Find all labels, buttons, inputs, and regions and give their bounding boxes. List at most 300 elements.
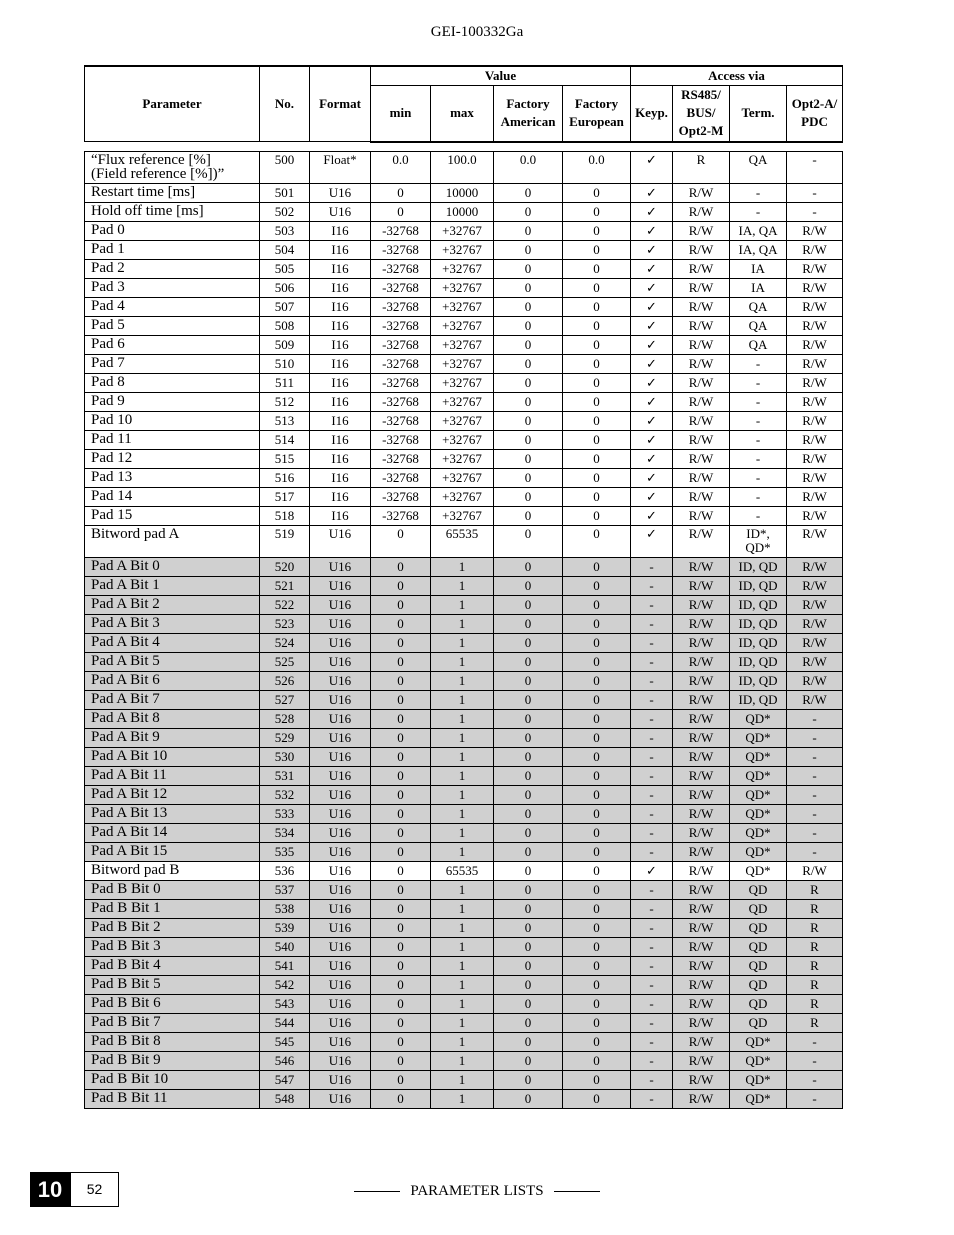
param-format-cell: U16	[310, 557, 371, 576]
param-name-cell: Pad 6	[85, 335, 260, 354]
param-keypad-cell: -	[631, 899, 673, 918]
param-format-cell: I16	[310, 430, 371, 449]
param-format-cell: U16	[310, 652, 371, 671]
param-keypad-cell: -	[631, 747, 673, 766]
header-value: Value	[371, 66, 631, 86]
param-factory-european-cell: 0	[563, 487, 631, 506]
param-factory-european-cell: 0	[563, 1051, 631, 1070]
param-name-cell: Pad 14	[85, 487, 260, 506]
param-name-cell: Pad A Bit 1	[85, 576, 260, 595]
param-terminal-cell: -	[730, 468, 787, 487]
param-rs485-cell: R/W	[673, 316, 730, 335]
param-format-cell: U16	[310, 614, 371, 633]
param-max-cell: 1	[431, 728, 494, 747]
param-min-cell: -32768	[371, 468, 431, 487]
param-format-cell: Float*	[310, 151, 371, 183]
param-opt2a-cell: R/W	[787, 430, 843, 449]
param-terminal-cell: -	[730, 392, 787, 411]
param-format-cell: I16	[310, 335, 371, 354]
footer-rule-right	[554, 1191, 600, 1192]
param-factory-european-cell: 0	[563, 956, 631, 975]
param-factory-european-cell: 0	[563, 633, 631, 652]
param-format-cell: U16	[310, 766, 371, 785]
param-factory-european-cell: 0	[563, 1089, 631, 1108]
param-factory-american-cell: 0	[494, 823, 563, 842]
param-format-cell: U16	[310, 576, 371, 595]
param-max-cell: 10000	[431, 202, 494, 221]
document-id: GEI-100332Ga	[430, 24, 524, 40]
param-factory-european-cell: 0	[563, 785, 631, 804]
param-terminal-cell: -	[730, 430, 787, 449]
param-terminal-cell: QA	[730, 335, 787, 354]
param-name-line: (Field reference [%])”	[91, 165, 225, 182]
param-factory-american-cell: 0	[494, 392, 563, 411]
param-format-cell: I16	[310, 506, 371, 525]
param-factory-american-cell: 0	[494, 240, 563, 259]
header-opt2a-line2: PDC	[801, 114, 828, 130]
param-max-cell: +32767	[431, 278, 494, 297]
param-opt2a-cell: R/W	[787, 278, 843, 297]
param-terminal-cell: QD*	[730, 842, 787, 861]
param-no-cell: 541	[260, 956, 310, 975]
param-max-cell: +32767	[431, 487, 494, 506]
param-format-cell: U16	[310, 975, 371, 994]
param-factory-american-cell: 0	[494, 1013, 563, 1032]
param-min-cell: 0	[371, 1070, 431, 1089]
param-max-cell: 1	[431, 804, 494, 823]
param-no-cell: 539	[260, 918, 310, 937]
param-name-cell: Pad 9	[85, 392, 260, 411]
param-name-cell: Pad 5	[85, 316, 260, 335]
param-opt2a-cell: R/W	[787, 614, 843, 633]
param-factory-american-cell: 0	[494, 652, 563, 671]
param-max-cell: 1	[431, 576, 494, 595]
param-format-cell: I16	[310, 278, 371, 297]
param-name-cell: Pad B Bit 0	[85, 880, 260, 899]
param-name-cell: Pad 4	[85, 297, 260, 316]
param-opt2a-cell: -	[787, 202, 843, 221]
param-factory-american-cell: 0	[494, 557, 563, 576]
param-no-cell: 529	[260, 728, 310, 747]
parameter-table	[84, 65, 843, 1109]
param-min-cell: -32768	[371, 506, 431, 525]
param-no-cell: 527	[260, 690, 310, 709]
param-min-cell: 0	[371, 728, 431, 747]
param-min-cell: -32768	[371, 411, 431, 430]
param-keypad-cell: ✓	[631, 151, 673, 183]
table-row	[85, 1051, 843, 1070]
param-min-cell: -32768	[371, 221, 431, 240]
param-factory-american-cell: 0	[494, 728, 563, 747]
param-opt2a-cell: R	[787, 956, 843, 975]
param-factory-european-cell: 0	[563, 221, 631, 240]
table-row	[85, 633, 843, 652]
param-rs485-cell: R/W	[673, 1032, 730, 1051]
param-format-cell: U16	[310, 1032, 371, 1051]
param-format-cell: I16	[310, 373, 371, 392]
param-name-cell: Pad 8	[85, 373, 260, 392]
table-row	[85, 1013, 843, 1032]
param-rs485-cell: R/W	[673, 652, 730, 671]
table-row	[85, 956, 843, 975]
header-rs485-line1: RS485/	[681, 87, 721, 103]
param-name-cell: Pad A Bit 10	[85, 747, 260, 766]
param-factory-european-cell: 0	[563, 373, 631, 392]
footer-rule-left	[354, 1191, 400, 1192]
table-row	[85, 183, 843, 202]
param-format-cell: U16	[310, 918, 371, 937]
param-rs485-cell: R/W	[673, 956, 730, 975]
param-keypad-cell: ✓	[631, 525, 673, 557]
param-format-cell: U16	[310, 728, 371, 747]
param-factory-european-cell: 0	[563, 335, 631, 354]
param-rs485-cell: R/W	[673, 823, 730, 842]
param-max-cell: 1	[431, 899, 494, 918]
param-factory-european-cell: 0	[563, 183, 631, 202]
param-name-cell: Pad A Bit 6	[85, 671, 260, 690]
param-name-cell: Hold off time [ms]	[85, 202, 260, 221]
param-terminal-cell: QD*	[730, 709, 787, 728]
param-factory-american-cell: 0	[494, 278, 563, 297]
param-opt2a-cell: R/W	[787, 487, 843, 506]
table-row	[85, 614, 843, 633]
param-format-cell: I16	[310, 449, 371, 468]
param-factory-european-cell: 0	[563, 240, 631, 259]
param-max-cell: +32767	[431, 259, 494, 278]
param-no-cell: 504	[260, 240, 310, 259]
header-factory-american-line1: Factory	[506, 96, 550, 112]
param-keypad-cell: -	[631, 671, 673, 690]
param-max-cell: 1	[431, 595, 494, 614]
param-no-cell: 531	[260, 766, 310, 785]
param-min-cell: 0	[371, 557, 431, 576]
table-row	[85, 690, 843, 709]
param-factory-european-cell: 0	[563, 411, 631, 430]
param-keypad-cell: -	[631, 785, 673, 804]
param-terminal-cell: -	[730, 487, 787, 506]
param-no-cell: 500	[260, 151, 310, 183]
param-min-cell: -32768	[371, 297, 431, 316]
param-factory-american-cell: 0	[494, 468, 563, 487]
table-row	[85, 861, 843, 880]
param-keypad-cell: -	[631, 937, 673, 956]
param-terminal-cell: ID, QD	[730, 671, 787, 690]
param-factory-american-cell: 0	[494, 747, 563, 766]
header-format: Format	[310, 66, 371, 142]
param-no-cell: 515	[260, 449, 310, 468]
param-terminal-cell: -	[730, 354, 787, 373]
param-max-cell: 10000	[431, 183, 494, 202]
param-max-cell: 65535	[431, 525, 494, 557]
param-keypad-cell: -	[631, 975, 673, 994]
param-opt2a-cell: -	[787, 785, 843, 804]
param-factory-european-cell: 0	[563, 937, 631, 956]
param-format-cell: I16	[310, 468, 371, 487]
param-keypad-cell: ✓	[631, 468, 673, 487]
param-rs485-cell: R/W	[673, 1051, 730, 1070]
param-rs485-cell: R/W	[673, 411, 730, 430]
param-name-cell: Bitword pad A	[85, 525, 260, 557]
param-name-cell: Pad A Bit 0	[85, 557, 260, 576]
param-max-cell: +32767	[431, 392, 494, 411]
param-rs485-cell: R/W	[673, 1013, 730, 1032]
param-opt2a-cell: R/W	[787, 506, 843, 525]
param-keypad-cell: ✓	[631, 202, 673, 221]
param-factory-european-cell: 0	[563, 671, 631, 690]
param-factory-european-cell: 0	[563, 259, 631, 278]
param-min-cell: 0	[371, 956, 431, 975]
param-terminal-cell: ID, QD	[730, 614, 787, 633]
param-min-cell: 0	[371, 842, 431, 861]
param-no-cell: 530	[260, 747, 310, 766]
param-format-cell: I16	[310, 221, 371, 240]
param-factory-european-cell: 0	[563, 804, 631, 823]
param-name-cell: Pad A Bit 15	[85, 842, 260, 861]
param-factory-european-cell: 0	[563, 1032, 631, 1051]
param-max-cell: 1	[431, 633, 494, 652]
param-factory-american-cell: 0	[494, 221, 563, 240]
param-keypad-cell: -	[631, 1032, 673, 1051]
param-format-cell: I16	[310, 411, 371, 430]
param-max-cell: +32767	[431, 430, 494, 449]
param-keypad-cell: -	[631, 842, 673, 861]
param-keypad-cell: -	[631, 709, 673, 728]
param-format-cell: U16	[310, 183, 371, 202]
table-row	[85, 823, 843, 842]
param-min-cell: 0	[371, 785, 431, 804]
param-max-cell: 1	[431, 747, 494, 766]
param-name-cell: Restart time [ms]	[85, 183, 260, 202]
header-factory-american	[494, 86, 563, 142]
param-format-cell: U16	[310, 202, 371, 221]
param-rs485-cell: R/W	[673, 506, 730, 525]
param-rs485-cell: R/W	[673, 430, 730, 449]
param-factory-american-cell: 0.0	[494, 151, 563, 183]
param-min-cell: -32768	[371, 278, 431, 297]
param-no-cell: 543	[260, 994, 310, 1013]
param-rs485-cell: R/W	[673, 449, 730, 468]
param-keypad-cell: -	[631, 652, 673, 671]
param-factory-european-cell: 0	[563, 994, 631, 1013]
param-no-cell: 517	[260, 487, 310, 506]
param-rs485-cell: R/W	[673, 861, 730, 880]
param-factory-american-cell: 0	[494, 880, 563, 899]
param-keypad-cell: ✓	[631, 240, 673, 259]
param-factory-european-cell: 0	[563, 690, 631, 709]
param-keypad-cell: -	[631, 690, 673, 709]
param-keypad-cell: ✓	[631, 316, 673, 335]
param-keypad-cell: ✓	[631, 183, 673, 202]
param-name-line: “Flux reference [%]	[91, 151, 211, 168]
param-keypad-cell: ✓	[631, 392, 673, 411]
header-spacer-cell	[85, 142, 843, 152]
table-row	[85, 1032, 843, 1051]
table-row	[85, 747, 843, 766]
table-row	[85, 468, 843, 487]
param-keypad-cell: -	[631, 1051, 673, 1070]
param-name-cell: Pad B Bit 9	[85, 1051, 260, 1070]
param-rs485-cell: R/W	[673, 373, 730, 392]
param-name-cell: Pad B Bit 5	[85, 975, 260, 994]
param-no-cell: 532	[260, 785, 310, 804]
param-factory-american-cell: 0	[494, 785, 563, 804]
param-no-cell: 505	[260, 259, 310, 278]
param-no-cell: 501	[260, 183, 310, 202]
param-format-cell: U16	[310, 842, 371, 861]
table-row	[85, 411, 843, 430]
param-factory-european-cell: 0	[563, 449, 631, 468]
param-terminal-cell: QA	[730, 316, 787, 335]
table-row	[85, 994, 843, 1013]
table-row	[85, 240, 843, 259]
param-max-cell: +32767	[431, 468, 494, 487]
param-factory-european-cell: 0	[563, 747, 631, 766]
param-factory-european-cell: 0	[563, 842, 631, 861]
param-opt2a-cell: R/W	[787, 652, 843, 671]
param-min-cell: 0.0	[371, 151, 431, 183]
param-factory-american-cell: 0	[494, 956, 563, 975]
param-rs485-cell: R/W	[673, 614, 730, 633]
param-terminal-cell: -	[730, 506, 787, 525]
param-min-cell: 0	[371, 918, 431, 937]
param-name-cell: Pad A Bit 2	[85, 595, 260, 614]
param-no-cell: 545	[260, 1032, 310, 1051]
param-rs485-cell: R/W	[673, 1070, 730, 1089]
param-factory-american-cell: 0	[494, 937, 563, 956]
param-factory-american-cell: 0	[494, 576, 563, 595]
param-no-cell: 542	[260, 975, 310, 994]
table-row	[85, 557, 843, 576]
table-row	[85, 576, 843, 595]
table-row	[85, 671, 843, 690]
param-opt2a-cell: -	[787, 804, 843, 823]
param-format-cell: U16	[310, 1089, 371, 1108]
param-factory-american-cell: 0	[494, 899, 563, 918]
table-row	[85, 487, 843, 506]
param-terminal-cell: QD*	[730, 1089, 787, 1108]
param-rs485-cell: R/W	[673, 918, 730, 937]
table-row	[85, 785, 843, 804]
param-opt2a-cell: R/W	[787, 354, 843, 373]
param-terminal-cell: QD	[730, 994, 787, 1013]
param-name-cell: Pad 11	[85, 430, 260, 449]
param-keypad-cell: ✓	[631, 297, 673, 316]
param-name-cell: Pad 13	[85, 468, 260, 487]
param-keypad-cell: ✓	[631, 335, 673, 354]
param-terminal-cell: QD*	[730, 804, 787, 823]
param-opt2a-cell: R/W	[787, 468, 843, 487]
table-row	[85, 335, 843, 354]
param-name-cell: Pad B Bit 10	[85, 1070, 260, 1089]
param-factory-european-cell: 0	[563, 880, 631, 899]
param-no-cell: 525	[260, 652, 310, 671]
param-rs485-cell: R/W	[673, 221, 730, 240]
param-terminal-cell: IA, QA	[730, 221, 787, 240]
param-factory-european-cell: 0	[563, 861, 631, 880]
param-opt2a-cell: R	[787, 880, 843, 899]
param-opt2a-cell: R/W	[787, 240, 843, 259]
param-terminal-cell: QD	[730, 956, 787, 975]
param-terminal-cell: QA	[730, 151, 787, 183]
header-factory-american-line2: American	[500, 114, 556, 130]
param-keypad-cell: -	[631, 1013, 673, 1032]
header-spacer-row	[85, 142, 843, 152]
param-format-cell: U16	[310, 1051, 371, 1070]
param-terminal-cell: -	[730, 411, 787, 430]
param-keypad-cell: ✓	[631, 278, 673, 297]
table-row	[85, 373, 843, 392]
header-term: Term.	[730, 86, 787, 142]
param-min-cell: 0	[371, 614, 431, 633]
param-max-cell: 1	[431, 918, 494, 937]
table-row	[85, 221, 843, 240]
param-factory-european-cell: 0	[563, 823, 631, 842]
param-format-cell: I16	[310, 316, 371, 335]
param-factory-american-cell: 0	[494, 525, 563, 557]
param-no-cell: 535	[260, 842, 310, 861]
param-factory-european-cell: 0	[563, 652, 631, 671]
param-rs485-cell: R/W	[673, 994, 730, 1013]
param-terminal-cell: QD*	[730, 766, 787, 785]
param-max-cell: +32767	[431, 335, 494, 354]
param-terminal-cell: QD*	[730, 1051, 787, 1070]
table-row	[85, 316, 843, 335]
param-factory-european-cell: 0	[563, 506, 631, 525]
param-max-cell: 1	[431, 652, 494, 671]
param-terminal-line: ID*,	[746, 525, 770, 541]
table-row	[85, 297, 843, 316]
param-name-cell: Pad 2	[85, 259, 260, 278]
param-factory-european-cell: 0	[563, 899, 631, 918]
param-opt2a-cell: -	[787, 1070, 843, 1089]
param-max-cell: +32767	[431, 316, 494, 335]
param-factory-american-cell: 0	[494, 449, 563, 468]
param-max-cell: 1	[431, 671, 494, 690]
param-opt2a-cell: R/W	[787, 633, 843, 652]
param-terminal-cell: QD	[730, 975, 787, 994]
param-factory-european-cell: 0	[563, 709, 631, 728]
param-format-cell: U16	[310, 994, 371, 1013]
param-rs485-cell: R/W	[673, 525, 730, 557]
param-keypad-cell: -	[631, 804, 673, 823]
param-terminal-line: QD*	[745, 539, 771, 555]
table-row	[85, 595, 843, 614]
param-max-cell: 1	[431, 709, 494, 728]
param-terminal-cell: ID, QD	[730, 652, 787, 671]
header-min: min	[371, 86, 431, 142]
param-min-cell: 0	[371, 671, 431, 690]
param-name-cell	[85, 151, 260, 183]
param-format-cell: I16	[310, 240, 371, 259]
table-row	[85, 354, 843, 373]
param-opt2a-cell: -	[787, 1089, 843, 1108]
param-name-cell: Pad 0	[85, 221, 260, 240]
table-row	[85, 259, 843, 278]
param-keypad-cell: ✓	[631, 430, 673, 449]
header-rs485	[673, 86, 730, 142]
param-factory-american-cell: 0	[494, 804, 563, 823]
param-terminal-cell: ID, QD	[730, 576, 787, 595]
param-no-cell: 522	[260, 595, 310, 614]
param-min-cell: -32768	[371, 373, 431, 392]
param-min-cell: 0	[371, 202, 431, 221]
param-opt2a-cell: -	[787, 823, 843, 842]
param-terminal-cell: IA	[730, 259, 787, 278]
param-rs485-cell: R/W	[673, 671, 730, 690]
param-factory-american-cell: 0	[494, 633, 563, 652]
param-max-cell: 1	[431, 975, 494, 994]
param-max-cell: +32767	[431, 506, 494, 525]
